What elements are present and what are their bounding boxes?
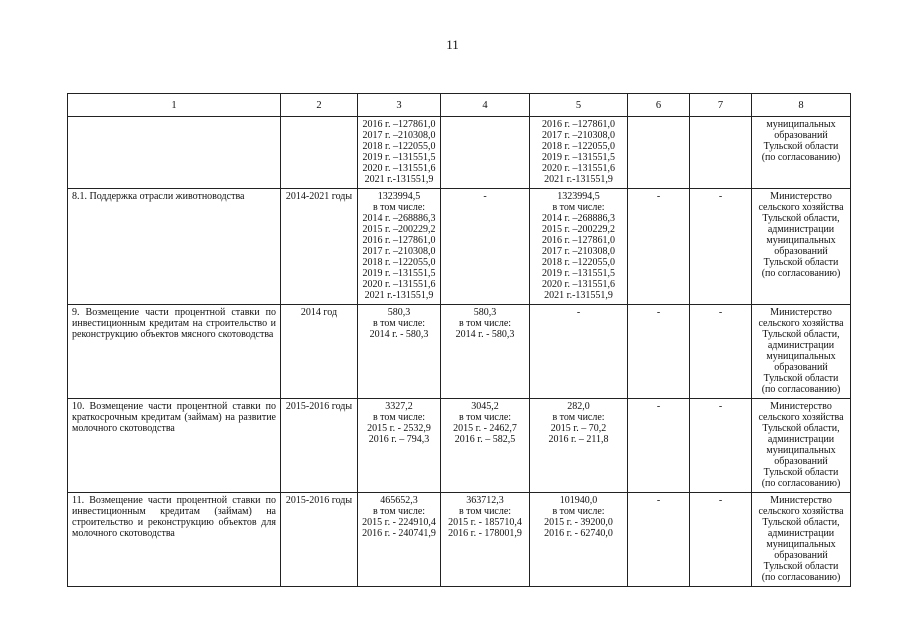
column-number-3: 3 xyxy=(358,94,441,117)
federal-funding-cell xyxy=(441,189,530,305)
regional-funding-line: 2016 г. –127861,0 xyxy=(542,119,615,130)
measure-name-cell xyxy=(68,117,281,189)
total-funding-line: 2015 г. - 224910,4 xyxy=(362,517,436,528)
total-funding-line: 2014 г. –268886,3 xyxy=(362,213,436,224)
regional-funding-line: 282,0 xyxy=(567,401,590,412)
total-funding-cell xyxy=(358,493,441,587)
measure-name-cell: 10. Возмещение части процентной ставки по краткосрочным кредитам (займам) на развитие молочного скотоводства xyxy=(68,399,281,493)
total-funding-line: 2019 г. –131551,5 xyxy=(362,152,436,163)
total-funding-line: 3327,2 xyxy=(385,401,413,412)
total-funding-line: 2014 г. - 580,3 xyxy=(369,329,429,340)
regional-funding-line: 2014 г. –268886,3 xyxy=(542,213,615,224)
federal-funding-line: 2015 г. - 2462,7 xyxy=(453,423,517,434)
responsible-executor-cell xyxy=(752,117,851,189)
total-funding-line: 465652,3 xyxy=(380,495,418,506)
regional-funding-line: в том числе: xyxy=(552,506,605,517)
total-funding-cell xyxy=(358,117,441,189)
other-funding-cell: - xyxy=(690,493,752,587)
federal-funding-cell xyxy=(441,493,530,587)
responsible-executor-line: (по согласованию) xyxy=(761,268,841,279)
responsible-executor-cell xyxy=(752,305,851,399)
responsible-executor-line: Тульской области, xyxy=(762,517,840,528)
responsible-executor-line: муниципальных xyxy=(766,235,836,246)
local-funding-cell: - xyxy=(628,305,690,399)
total-funding-line: 2020 г. –131551,6 xyxy=(362,163,436,174)
column-number-6: 6 xyxy=(628,94,690,117)
period-cell: 2015-2016 годы xyxy=(281,493,358,587)
regional-funding-line: 2017 г. –210308,0 xyxy=(542,246,615,257)
total-funding-line: в том числе: xyxy=(372,202,426,213)
measure-name-cell: 8.1. Поддержка отрасли животноводства xyxy=(68,189,281,305)
regional-funding-line: 2020 г. –131551,6 xyxy=(542,163,615,174)
responsible-executor-line: Министерство xyxy=(770,191,832,202)
other-funding-cell: - xyxy=(690,399,752,493)
local-funding-cell: - xyxy=(628,399,690,493)
responsible-executor-line: Тульской области xyxy=(763,561,839,572)
federal-funding-line: 363712,3 xyxy=(466,495,504,506)
responsible-executor-line: (по согласованию) xyxy=(761,384,841,395)
responsible-executor-line: Тульской области xyxy=(763,141,839,152)
column-number-8: 8 xyxy=(752,94,851,117)
federal-funding-line: в том числе: xyxy=(458,506,512,517)
regional-funding-line: 2015 г. - 39200,0 xyxy=(544,517,613,528)
responsible-executor-line: образований xyxy=(774,456,828,467)
responsible-executor-line: сельского хозяйства xyxy=(758,318,844,329)
regional-funding-line: 2020 г. –131551,6 xyxy=(542,279,615,290)
total-funding-line: в том числе: xyxy=(372,318,426,329)
federal-funding-line: 580,3 xyxy=(473,307,497,318)
responsible-executor-line: администрации xyxy=(767,340,835,351)
measure-name-cell: 9. Возмещение части процентной ставки по инвестиционным кредитам на строительство и реконструкцию объектов мясного скотоводства xyxy=(68,305,281,399)
responsible-executor-line: сельского хозяйства xyxy=(758,412,844,423)
local-funding-cell: - xyxy=(628,189,690,305)
column-number-2: 2 xyxy=(281,94,358,117)
total-funding-line: 2018 г. –122055,0 xyxy=(362,257,436,268)
total-funding-line: 2017 г. –210308,0 xyxy=(362,130,436,141)
responsible-executor-line: администрации xyxy=(767,434,835,445)
federal-funding-line: 2015 г. - 185710,4 xyxy=(448,517,522,528)
regional-funding-line: 2021 г.-131551,9 xyxy=(544,174,613,185)
table-header-row xyxy=(68,94,851,117)
responsible-executor-line: образований xyxy=(774,246,828,257)
federal-funding-line: 3045,2 xyxy=(471,401,499,412)
federal-funding-line: 2016 г. – 582,5 xyxy=(454,434,516,445)
responsible-executor-line: Тульской области, xyxy=(762,423,840,434)
total-funding-line: 2021 г.-131551,9 xyxy=(364,290,434,301)
regional-funding-line: 2016 г. – 211,8 xyxy=(548,434,609,445)
total-funding-line: в том числе: xyxy=(372,412,426,423)
total-funding-line: 2019 г. –131551,5 xyxy=(362,268,436,279)
responsible-executor-line: образований xyxy=(774,550,828,561)
regional-funding-cell xyxy=(530,189,628,305)
regional-funding-line: - xyxy=(576,307,581,318)
other-funding-cell xyxy=(690,117,752,189)
regional-funding-cell xyxy=(530,117,628,189)
total-funding-line: 2016 г. - 240741,9 xyxy=(362,528,436,539)
total-funding-line: 2015 г. - 2532,9 xyxy=(367,423,431,434)
responsible-executor-line: Министерство xyxy=(770,401,832,412)
federal-funding-line: 2016 г. - 178001,9 xyxy=(448,528,522,539)
regional-funding-cell xyxy=(530,493,628,587)
period-cell: 2014-2021 годы xyxy=(281,189,358,305)
responsible-executor-line: сельского хозяйства xyxy=(758,202,844,213)
responsible-executor-line: Министерство xyxy=(770,307,832,318)
total-funding-line: 2016 г. – 794,3 xyxy=(368,434,430,445)
regional-funding-line: 2019 г. –131551,5 xyxy=(542,152,615,163)
regional-funding-line: 2021 г.-131551,9 xyxy=(544,290,613,301)
federal-funding-line: - xyxy=(483,191,487,202)
total-funding-line: 2015 г. –200229,2 xyxy=(362,224,436,235)
federal-funding-line: в том числе: xyxy=(458,318,512,329)
regional-funding-line: 2015 г. –200229,2 xyxy=(542,224,615,235)
total-funding-line: 2017 г. –210308,0 xyxy=(362,246,436,257)
period-cell xyxy=(281,117,358,189)
total-funding-line: 2021 г.-131551,9 xyxy=(364,174,434,185)
federal-funding-line: в том числе: xyxy=(458,412,512,423)
federal-funding-cell xyxy=(441,117,530,189)
local-funding-cell: - xyxy=(628,493,690,587)
responsible-executor-line: муниципальных xyxy=(766,351,836,362)
local-funding-cell xyxy=(628,117,690,189)
responsible-executor-line: муниципальных xyxy=(766,539,836,550)
page-number: 11 xyxy=(446,37,459,52)
responsible-executor-line: образований xyxy=(774,130,828,141)
table-row xyxy=(68,117,851,189)
period-cell: 2014 год xyxy=(281,305,358,399)
responsible-executor-line: образований xyxy=(774,362,828,373)
regional-funding-line: 2016 г. - 62740,0 xyxy=(544,528,613,539)
regional-funding-line: в том числе: xyxy=(552,412,605,423)
regional-funding-line: 1323994,5 xyxy=(557,191,600,202)
responsible-executor-line: муниципальных xyxy=(766,119,836,130)
responsible-executor-line: Тульской области, xyxy=(762,213,840,224)
federal-funding-cell xyxy=(441,399,530,493)
total-funding-line: 2016 г. –127861,0 xyxy=(362,235,436,246)
responsible-executor-line: администрации xyxy=(767,528,835,539)
total-funding-cell xyxy=(358,399,441,493)
federal-funding-line: 2014 г. - 580,3 xyxy=(455,329,515,340)
responsible-executor-line: Министерство xyxy=(770,495,832,506)
regional-funding-cell xyxy=(530,305,628,399)
federal-funding-cell xyxy=(441,305,530,399)
responsible-executor-line: Тульской области xyxy=(763,373,839,384)
total-funding-cell xyxy=(358,305,441,399)
regional-funding-line: 2018 г. –122055,0 xyxy=(542,141,615,152)
column-number-1: 1 xyxy=(68,94,281,117)
column-number-5: 5 xyxy=(530,94,628,117)
regional-funding-line: 2016 г. –127861,0 xyxy=(542,235,615,246)
responsible-executor-line: Тульской области xyxy=(763,257,839,268)
table-row xyxy=(68,189,851,305)
other-funding-cell: - xyxy=(690,189,752,305)
regional-funding-line: 2017 г. –210308,0 xyxy=(542,130,615,141)
column-number-7: 7 xyxy=(690,94,752,117)
responsible-executor-line: (по согласованию) xyxy=(761,152,841,163)
table-row xyxy=(68,399,851,493)
responsible-executor-line: Тульской области, xyxy=(762,329,840,340)
total-funding-line: 2016 г. –127861,0 xyxy=(362,119,436,130)
responsible-executor-line: (по согласованию) xyxy=(761,478,841,489)
column-number-4: 4 xyxy=(441,94,530,117)
regional-funding-line: 101940,0 xyxy=(559,495,598,506)
table-row xyxy=(68,493,851,587)
responsible-executor-line: администрации xyxy=(767,224,835,235)
responsible-executor-line: муниципальных xyxy=(766,445,836,456)
regional-funding-line: в том числе: xyxy=(552,202,605,213)
total-funding-line: 2018 г. –122055,0 xyxy=(362,141,436,152)
total-funding-line: в том числе: xyxy=(372,506,426,517)
total-funding-line: 1323994,5 xyxy=(377,191,421,202)
total-funding-cell xyxy=(358,189,441,305)
period-cell: 2015-2016 годы xyxy=(281,399,358,493)
responsible-executor-line: (по согласованию) xyxy=(761,572,841,583)
measure-name-cell: 11. Возмещение части процентной ставки по инвестиционным кредитам (займам) на строительство и реконструкцию объектов для молочного скотоводства xyxy=(68,493,281,587)
program-table xyxy=(67,93,851,587)
total-funding-line: 580,3 xyxy=(387,307,411,318)
responsible-executor-line: Тульской области xyxy=(763,467,839,478)
total-funding-line: 2020 г. –131551,6 xyxy=(362,279,436,290)
responsible-executor-line: сельского хозяйства xyxy=(758,506,844,517)
regional-funding-cell xyxy=(530,399,628,493)
table-row xyxy=(68,305,851,399)
responsible-executor-cell xyxy=(752,189,851,305)
other-funding-cell: - xyxy=(690,305,752,399)
regional-funding-line: 2018 г. –122055,0 xyxy=(542,257,615,268)
regional-funding-line: 2019 г. –131551,5 xyxy=(542,268,615,279)
regional-funding-line: 2015 г. – 70,2 xyxy=(550,423,607,434)
responsible-executor-cell xyxy=(752,493,851,587)
responsible-executor-cell xyxy=(752,399,851,493)
